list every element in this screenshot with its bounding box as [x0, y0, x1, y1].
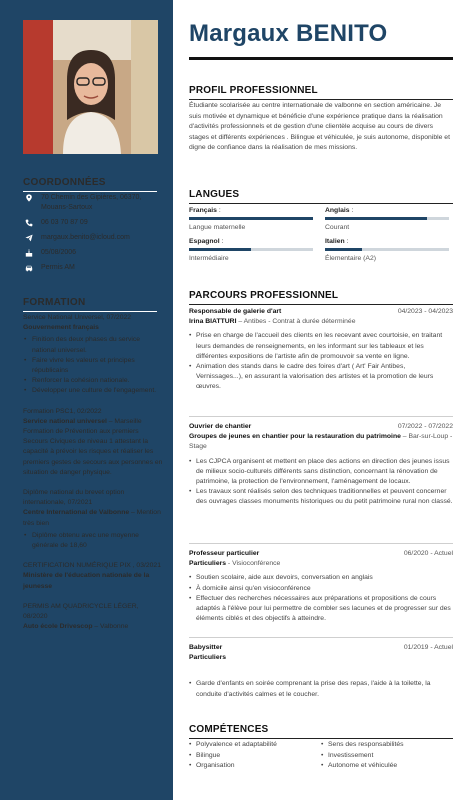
- language-level: Langue maternelle: [189, 223, 246, 231]
- formation-entry: [23, 313, 165, 397]
- contact-license-text: Permis AM: [41, 264, 75, 271]
- formation-org: Service national universel: [23, 417, 107, 425]
- formation-title: PERMIS AM QUADRICYCLE LÉGER, 08/2020: [23, 602, 139, 621]
- contact-birthdate-text: 05/08/2006: [41, 249, 77, 256]
- job-bullet: • Soutien scolaire, aide aux devoirs, conversation en anglais: [189, 573, 453, 583]
- skill-item: • Investissement: [321, 751, 453, 762]
- job-bullet: • Les travaux sont réalisés selon des techniques traditionnelles et peuvent concerner des ouvrages classes monuments historiques ou du petit patrimoine rural non classé.: [189, 487, 453, 507]
- job-place: - Visioconférence: [226, 560, 281, 568]
- formation-bullet: • Finition des deux phases du service national universel.: [23, 335, 165, 355]
- contact-license: [23, 263, 163, 273]
- contact-birthdate: [23, 248, 163, 258]
- language-level: Courant: [325, 223, 350, 231]
- language-item: Italien : Élementaire (A2): [325, 238, 449, 262]
- language-bar: [189, 248, 313, 251]
- job-bullet: • Animation des stands dans le cadre des foires d'art ( Art' Fair Antibes, Vernissages...), en assurant la valorisation des artistes et la promotion de leurs œuvres.: [189, 362, 453, 393]
- job-separator: [189, 543, 453, 544]
- car-icon: [23, 263, 34, 273]
- job-entry: [189, 549, 453, 624]
- skill-item: • Organisation: [189, 761, 321, 772]
- skills-column: [321, 740, 453, 772]
- formation-bullet: • Renforcer la cohésion nationale.: [23, 376, 165, 386]
- formation-title: Service National Universel, 07/2022: [23, 314, 132, 321]
- formation-org: Auto école Drivescop: [23, 623, 93, 631]
- job-title: Babysitter: [189, 644, 223, 651]
- formation-title: Formation PSC1, 02/2022: [23, 407, 102, 415]
- job-date: 01/2019 - Actuel: [403, 644, 453, 651]
- language-item: Anglais : Courant: [325, 207, 449, 231]
- profil-text: Étudiante scolarisée au centre internationale de valbonne en section américaine. Je suis motivée et dynamique et bénéficie d'une expérience pratique dans la réalisation d'activités professionnels et de gestion d'une clientèle acquise au cours de divers stages et différents expériences . Bilingue et véhiculée, je suis autonome, disponible et digne de confiance dans la réalisation de mes missions.: [189, 102, 450, 151]
- job-title: Responsable de galerie d'art: [189, 308, 282, 315]
- formation-bullet: • Développer une culture de l'engagement.: [23, 386, 165, 396]
- language-name: Anglais: [325, 207, 350, 214]
- location-icon: [23, 193, 34, 203]
- skill-item: • Bilingue: [189, 751, 321, 762]
- job-place: – Bar-sur-Loup - Stage: [189, 433, 453, 451]
- formation-desc: – Marseille Formation de Prévention aux premiers Secours Civiques de niveau 1 attestant la capacité à prévoir les risques et réaliser les premiers gestes de secours aux personnes en situation de danger physique.: [23, 417, 163, 476]
- language-bar: [325, 217, 449, 220]
- language-bar-fill: [189, 248, 251, 251]
- job-title: Ouvrier de chantier: [189, 423, 252, 430]
- formation-org: Centre International de Valbonne: [23, 509, 130, 517]
- job-bullets: [189, 679, 453, 699]
- job-entry: [189, 422, 453, 508]
- contact-phone-text: 06 03 70 87 09: [41, 219, 88, 226]
- job-bullet: • Les CJPCA organisent et mettent en place des actions en direction des jeunes issus de milieux socio-culturels différents sans distinction, concernant la rénovation de patrimoine, la protection de l'environnement, l'aménagement de locaux.: [189, 457, 453, 488]
- contact-email-text: margaux.benito@icloud.com: [41, 234, 130, 241]
- contact-address-text: 70 Chemin des Gipières, 06370, Mouans-Sartoux: [41, 194, 142, 211]
- job-bullet: • Prise en charge de l'accueil des clients en les recevant avec courtoisie, en traitant leurs demandes de renseignements, en les informant sur les tableaux et les différentes expositions de l'artiste afin de promouvoir sa vente en ligne.: [189, 331, 453, 362]
- name-divider: [189, 57, 453, 60]
- job-bullets: [189, 457, 453, 508]
- language-item: Espagnol : Intermédiaire: [189, 238, 313, 262]
- language-name: Espagnol: [189, 238, 220, 245]
- job-org: Irina BIATTURI: [189, 318, 237, 326]
- skill-item: • Sens des responsabilités: [321, 740, 453, 751]
- language-name: Italien: [325, 238, 345, 245]
- profil-heading: PROFIL PROFESSIONNEL: [189, 85, 453, 100]
- job-date: 04/2023 - 04/2023: [397, 308, 453, 315]
- contact-phone[interactable]: [23, 218, 163, 228]
- language-bar: [325, 248, 449, 251]
- job-bullet: • Effectuer des recherches nécessaires aux préparations et propositions de cours adaptés à l'élève pour lui permettre de combler ses lacunes et de progresser sur des éléments ciblés et des objectifs à atteindre.: [189, 594, 453, 625]
- langues-heading: LANGUES: [189, 189, 453, 204]
- language-bar-fill: [325, 248, 362, 251]
- candidate-name: Margaux BENITO: [189, 20, 388, 47]
- job-date: 06/2020 - Actuel: [403, 550, 453, 557]
- job-bullets: [189, 573, 453, 624]
- contact-list: [23, 193, 163, 278]
- formation-bullet: • Faire vivre les valeurs et principes républicains: [23, 356, 165, 376]
- formation-org: Gouvernement français: [23, 324, 99, 332]
- job-date: 07/2022 - 07/2022: [397, 423, 453, 430]
- job-bullet: • À domicile ainsi qu'en visioconférence: [189, 584, 453, 594]
- contact-address: [23, 193, 163, 213]
- contact-heading: COORDONNÉES: [23, 177, 157, 192]
- job-org: Particuliers: [189, 560, 227, 568]
- language-bar: [189, 217, 313, 220]
- language-name: Français: [189, 207, 217, 214]
- formation-entry: [23, 602, 165, 633]
- formation-title: CERTIFICATION NUMÉRIQUE PIX , 03/2021: [23, 562, 161, 570]
- formation-list: [23, 313, 165, 642]
- phone-icon: [23, 218, 34, 228]
- skill-item: • Polyvalence et adaptabilité: [189, 740, 321, 751]
- job-separator: [189, 416, 453, 417]
- job-entry: [189, 643, 453, 700]
- skills-list: [189, 740, 453, 772]
- language-level: Élementaire (A2): [325, 254, 376, 262]
- formation-entry: [23, 488, 165, 551]
- profile-photo: [23, 20, 158, 154]
- contact-email[interactable]: [23, 233, 163, 243]
- job-place: – Antibes - Contrat à durée déterminée: [236, 318, 356, 326]
- formation-entry: [23, 561, 165, 592]
- parcours-heading: PARCOURS PROFESSIONNEL: [189, 290, 453, 305]
- email-icon: [23, 233, 34, 243]
- birthday-cake-icon: [23, 248, 34, 258]
- formation-bullets: [23, 531, 165, 551]
- job-bullets: [189, 331, 453, 392]
- skill-item: • Autonome et véhiculée: [321, 761, 453, 772]
- formation-heading: FORMATION: [23, 297, 157, 312]
- formation-bullet: • Diplôme obtenu avec une moyenne générale de 18,60: [23, 531, 165, 551]
- formation-desc: – Mention très bien: [23, 509, 161, 527]
- language-item: Français : Langue maternelle: [189, 207, 313, 231]
- competences-heading: COMPÉTENCES: [189, 724, 453, 739]
- skills-column: [189, 740, 321, 772]
- formation-desc: – Valbonne: [92, 623, 129, 631]
- language-bar-fill: [325, 217, 427, 220]
- job-bullet: • Garde d'enfants en soirée comprenant la prise des repas, l'aide à la toilette, la conduite d'activités calmes et le coucher.: [189, 679, 453, 699]
- formation-org: Ministère de l'éducation nationale de la jeunesse: [23, 572, 150, 590]
- job-entry: [189, 307, 453, 393]
- formation-entry: [23, 407, 165, 478]
- job-separator: [189, 637, 453, 638]
- job-org: Particuliers: [189, 654, 227, 662]
- formation-bullets: [23, 335, 165, 396]
- job-org: Groupes de jeunes en chantier pour la restauration du patrimoine: [189, 433, 401, 441]
- language-level: Intermédiaire: [189, 254, 229, 262]
- language-bar-fill: [189, 217, 313, 220]
- job-title: Professeur particulier: [189, 550, 260, 557]
- formation-title: Diplôme national du brevet option internationale, 07/2021: [23, 489, 125, 507]
